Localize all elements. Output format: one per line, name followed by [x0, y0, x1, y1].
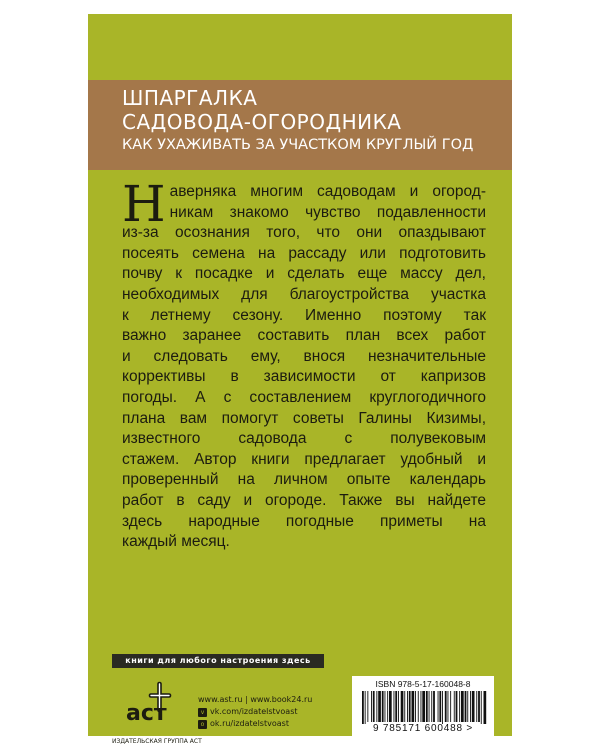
- barcode-bar: [418, 691, 419, 722]
- barcode-bar: [476, 691, 477, 722]
- description-line: известного садовода с полувековым: [122, 430, 486, 448]
- barcode-bar: [481, 691, 482, 724]
- websites-row: [198, 694, 312, 706]
- barcode-bar: [454, 691, 455, 722]
- barcode-bar: [456, 691, 458, 722]
- description-line: необходимых для благоустройства участка: [122, 285, 486, 303]
- ok-row: [198, 718, 312, 730]
- barcode-bar: [445, 691, 447, 722]
- barcode-bars: [360, 691, 486, 724]
- book-back-cover: [88, 14, 512, 745]
- description-line: здесь народные погодные приметы на: [122, 512, 486, 530]
- barcode-bar: [431, 691, 432, 722]
- barcode-bar: [371, 691, 372, 722]
- description-line: аверняка многим садоводам и огород-: [169, 183, 486, 200]
- barcode-bar: [478, 691, 480, 722]
- barcode-bar: [367, 691, 368, 722]
- barcode-bar: [448, 691, 449, 722]
- description-line: и следовать ему, внося незначительные: [122, 347, 486, 365]
- vk-link[interactable]: vk.com/izdatelstvoast: [210, 707, 298, 716]
- barcode-bar: [401, 691, 404, 722]
- barcode-bar: [438, 691, 439, 722]
- isbn-text: ISBN 978-5-17-160048-8: [375, 679, 471, 689]
- description-line: почву к посадке и сделать еще массу дел,: [122, 265, 486, 283]
- barcode-bar: [394, 691, 395, 722]
- barcode-bar: [484, 691, 487, 724]
- publisher-links: [198, 694, 312, 730]
- barcode-bar: [373, 691, 375, 722]
- barcode-bar: [472, 691, 475, 722]
- barcode-bar: [461, 691, 464, 722]
- barcode-bar: [362, 691, 364, 724]
- barcode-bar: [409, 691, 411, 722]
- barcode-bar: [365, 691, 366, 724]
- description-line: работ в саду и огороде. Также вы найдете: [122, 491, 486, 509]
- ast-logo-icon: [124, 680, 174, 734]
- title-line-1: ШПАРГАЛКА: [122, 86, 258, 110]
- description-line: никам знакомо чувство подавленности: [169, 203, 486, 221]
- description-line: каждый месяц.: [122, 533, 230, 551]
- description-line: из-за осознания того, что они опаздывают: [122, 224, 486, 242]
- websites-link[interactable]: www.ast.ru | www.book24.ru: [198, 695, 313, 704]
- barcode-bar: [465, 691, 467, 722]
- description-line: плана вам помогут советы Галины Кизимы,: [122, 409, 486, 427]
- barcode-bar: [385, 691, 386, 722]
- barcode-bar: [407, 691, 408, 722]
- barcode-bar: [467, 691, 468, 722]
- description-line: стажем. Автор книги предлагает удобный и: [122, 450, 486, 468]
- barcode-bar: [426, 691, 428, 722]
- barcode-bar: [378, 691, 381, 722]
- description-line: к летнему сезону. Именно поэтому так: [122, 306, 486, 324]
- vk-icon: v: [198, 708, 207, 717]
- barcode-bar: [421, 691, 422, 722]
- barcode-digits: 9 785171 600488 >: [372, 723, 474, 734]
- barcode-bar: [450, 691, 451, 722]
- ok-link[interactable]: ok.ru/izdatelstvoast: [210, 719, 289, 728]
- logo-text: аст: [126, 701, 167, 726]
- barcode-bar: [376, 691, 377, 722]
- vk-row: [198, 706, 312, 718]
- barcode-bar: [395, 691, 397, 722]
- barcode-bar: [398, 691, 399, 722]
- publisher-caption: ИЗДАТЕЛЬСКАЯ ГРУППА АСТ: [112, 738, 202, 745]
- description-line: погоды. А с составлением круглогодичного: [122, 388, 486, 406]
- barcode-bar: [422, 691, 425, 722]
- barcode-bar: [412, 691, 415, 722]
- barcode-panel: [352, 676, 494, 736]
- barcode-bar: [429, 691, 430, 722]
- tagline-banner: книги для любого настроения здесь: [112, 654, 324, 668]
- barcode-bar: [389, 691, 392, 722]
- barcode-bar: [442, 691, 443, 724]
- barcode-bar: [470, 691, 471, 722]
- description-line: важно заранее составить план всех работ: [122, 327, 486, 345]
- description-line: проверенный на личном опыте календарь: [122, 471, 486, 489]
- barcode-bar: [439, 691, 441, 722]
- dropcap: Н: [122, 175, 166, 233]
- title-band: [88, 80, 512, 170]
- barcode-bar: [387, 691, 388, 722]
- description-line: посеять семена на рассаду или подготовить: [122, 244, 486, 262]
- title-line-2: САДОВОДА-ОГОРОДНИКА: [122, 110, 402, 134]
- barcode-bar: [433, 691, 435, 722]
- barcode-bar: [382, 691, 384, 722]
- barcode-bar: [404, 691, 405, 722]
- description: [122, 175, 486, 553]
- subtitle: КАК УХАЖИВАТЬ ЗА УЧАСТКОМ КРУГЛЫЙ ГОД: [122, 137, 474, 153]
- barcode-bar: [415, 691, 416, 722]
- barcode-bar: [459, 691, 460, 722]
- description-line: коррективы в зависимости от капризов: [122, 368, 486, 386]
- ok-icon: o: [198, 720, 207, 729]
